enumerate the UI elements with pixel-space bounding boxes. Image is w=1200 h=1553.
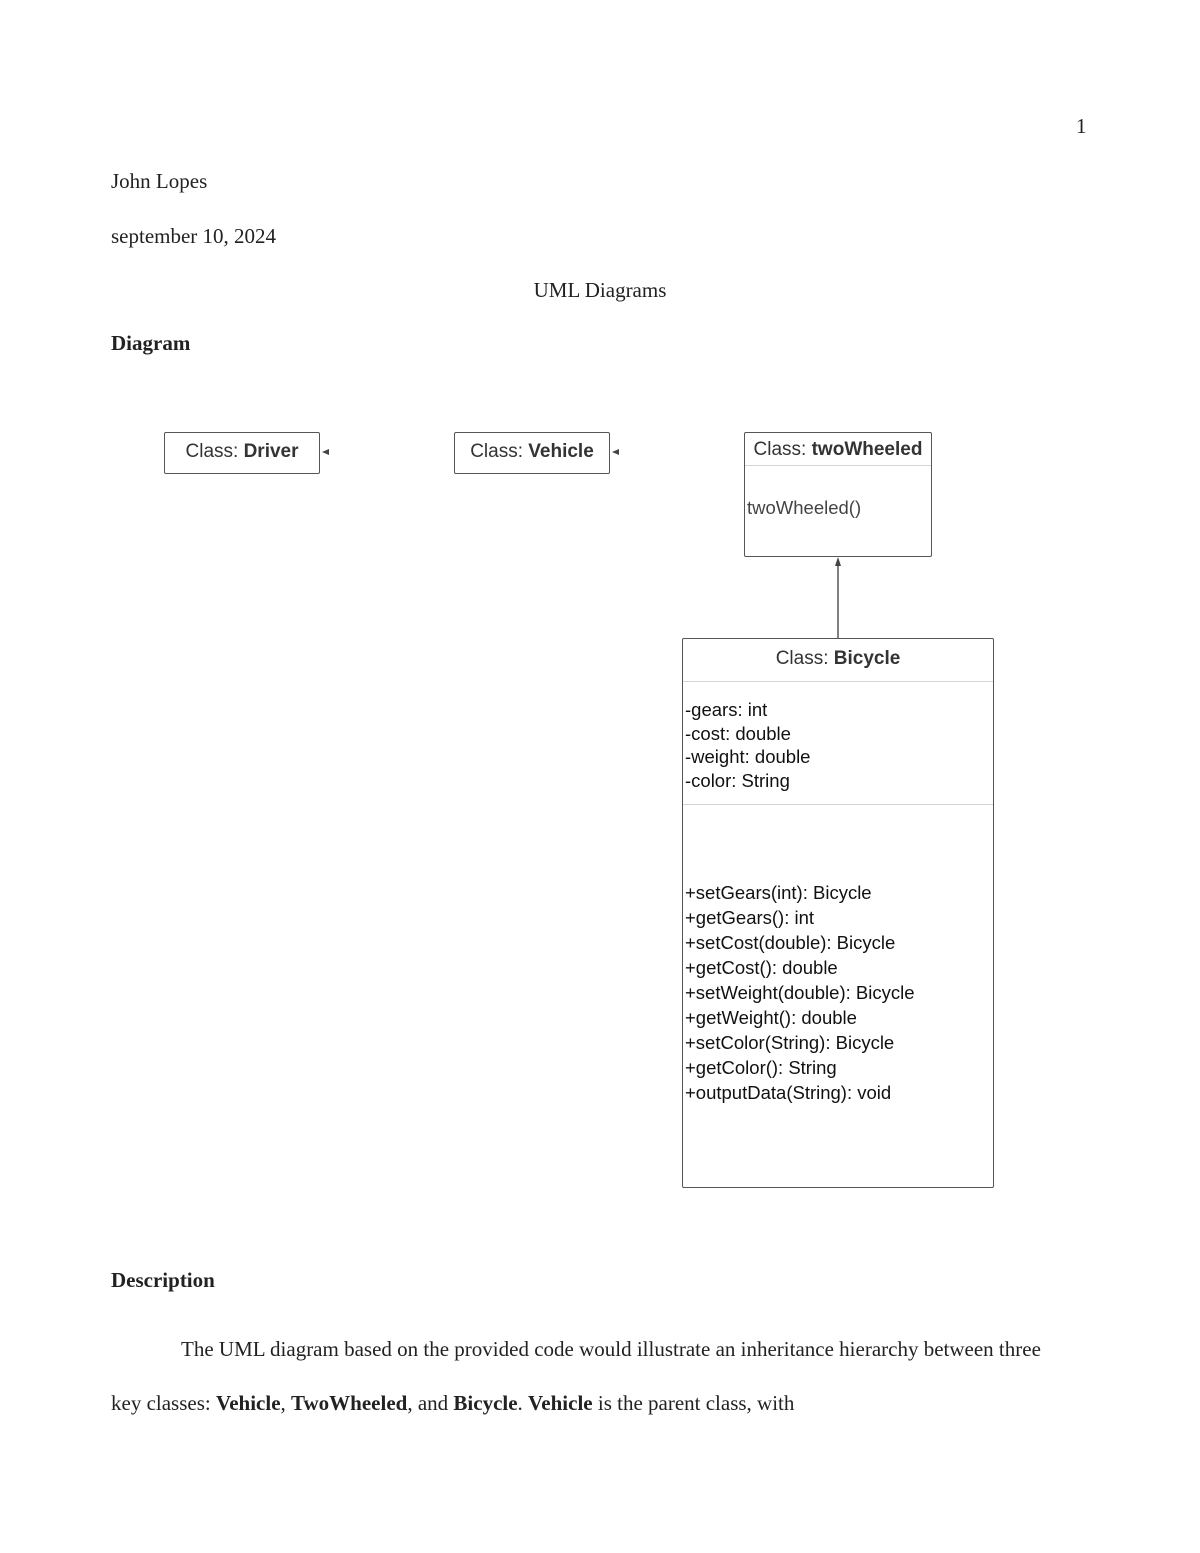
vehicle-arrowhead	[612, 449, 619, 455]
method-row: +setCost(double): Bicycle	[685, 932, 896, 953]
document-date: september 10, 2024	[111, 224, 277, 248]
document-title: UML Diagrams	[533, 278, 667, 302]
term-vehicle-2: Vehicle	[528, 1391, 593, 1415]
attribute-row: -gears: int	[685, 699, 768, 720]
attribute-row: -weight: double	[685, 746, 811, 767]
class-bicycle-header: Class: Bicycle	[775, 648, 901, 669]
method-row: +setColor(String): Bicycle	[685, 1032, 895, 1053]
method-row: +getGears(): int	[685, 907, 815, 928]
twowheeled-method: twoWheeled()	[747, 497, 862, 518]
class-twowheeled-header: Class: twoWheeled	[753, 439, 923, 460]
class-vehicle-name: Vehicle	[528, 441, 594, 462]
twowheeled-arrowhead	[835, 557, 841, 566]
diagram-heading: Diagram	[111, 331, 191, 355]
driver-arrowhead	[322, 449, 329, 455]
method-row: +getCost(): double	[685, 957, 838, 978]
class-driver-header: Class: Driver	[185, 441, 299, 462]
author-name: John Lopes	[111, 169, 208, 193]
method-row: +setWeight(double): Bicycle	[685, 982, 915, 1003]
page-number: 1	[1076, 114, 1087, 138]
class-twowheeled-name: twoWheeled	[811, 439, 923, 460]
term-twowheeled: TwoWheeled	[291, 1391, 408, 1415]
class-bicycle-name: Bicycle	[833, 648, 901, 669]
method-row: +setGears(int): Bicycle	[685, 882, 872, 903]
attribute-row: -color: String	[685, 769, 790, 791]
attribute-row: -cost: double	[685, 722, 791, 744]
term-bicycle: Bicycle	[453, 1391, 518, 1415]
term-vehicle: Vehicle	[215, 1391, 281, 1415]
class-driver-name: Driver	[243, 441, 299, 462]
description-paragraph: The UML diagram based on the provided code would illustrate an inheritance hierarchy between three key classes: Vehicle, TwoWheeled, and Bicycle. Vehicle is the parent class, with	[111, 1337, 1041, 1415]
method-row: +getWeight(): double	[685, 1007, 857, 1028]
description-heading: Description	[111, 1268, 215, 1292]
class-vehicle-header: Class: Vehicle	[470, 441, 594, 462]
method-row: +getColor(): String	[685, 1057, 837, 1078]
method-row: +outputData(String): void	[685, 1082, 892, 1103]
